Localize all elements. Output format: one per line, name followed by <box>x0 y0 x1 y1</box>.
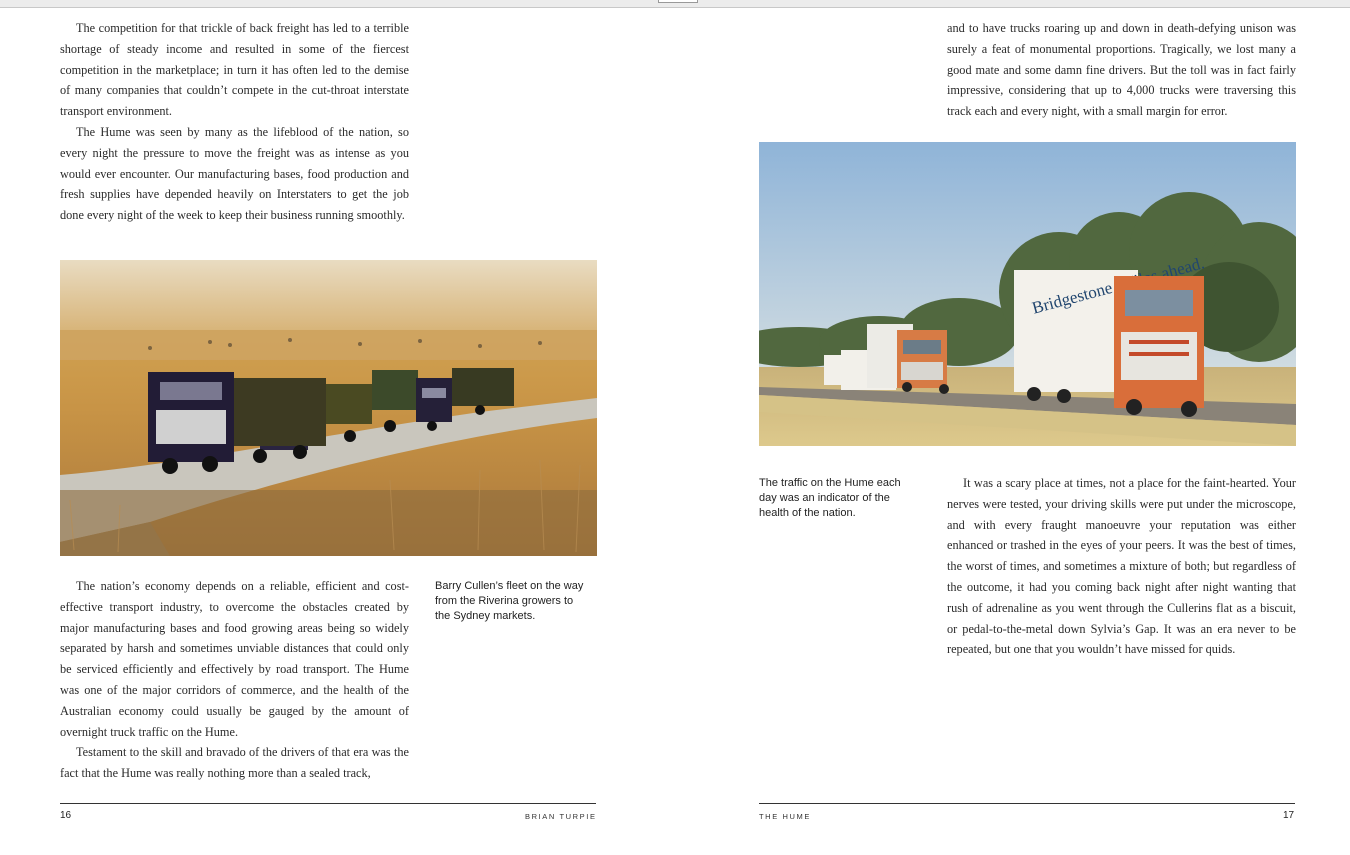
left-top-text <box>60 18 409 226</box>
paragraph: and to have trucks roaring up and down in death-defying unison was surely a feat of monumental proportions. Tragically, we lost many a good mate and some damn fine drivers. But the toll was in fact fairly impressive, considering that up to 4,000 trucks were traversing this track each and every night, with a small margin for error. <box>947 21 1296 119</box>
paragraph: The competition for that trickle of back freight has led to a terrible shortage of steady income and resulted in some of the fiercest competition in the marketplace; in turn it has often led to the demise of many companies that couldn’t compete in the cut-throat interstate transport environment. <box>60 21 409 119</box>
left-page-number: 16 <box>60 810 72 821</box>
paragraph: Testament to the skill and bravado of the drivers of that era was the fact that the Hume was really nothing more than a sealed track, <box>60 745 409 781</box>
right-bottom-text <box>947 473 1296 660</box>
photo-riverina-fleet <box>60 260 597 556</box>
viewer-toolbar <box>0 0 1350 8</box>
right-page-number: 17 <box>1283 810 1295 821</box>
paragraph: The Hume was seen by many as the lifeblood of the nation, so every night the pressure to move the freight was as intense as you would ever encounter. Our manufacturing bases, food production and fresh supplies have depended heavily on Interstaters to get the job done every night of the week to keep their business running smoothly. <box>60 124 409 223</box>
left-photo-caption: Barry Cullen’s fleet on the way from the Riverina growers to the Sydney markets. <box>435 580 584 622</box>
right-photo-caption: The traffic on the Hume each day was an indicator of the health of the nation. <box>759 477 901 519</box>
left-running-head: BRIAN TURPIE <box>525 812 597 821</box>
left-footer-rule <box>60 803 596 804</box>
right-footer-rule <box>759 803 1295 804</box>
page-tab-indicator[interactable] <box>658 0 698 3</box>
left-bottom-text <box>60 576 409 784</box>
paragraph: The nation’s economy depends on a reliable, efficient and cost-effective transport industry, to overcome the obstacles created by major manufacturing bases and food growing areas being so widely separated by harsh and sometimes unviable distances that could only be serviced efficiently and effectively by road transport. The Hume was one of the major corridors of commerce, and the health of the Australian economy could usually be gauged by the amount of overnight truck traffic on the Hume. <box>60 579 409 739</box>
truck-trailer-logo-text: Bridgestone. ahead. <box>1030 253 1207 318</box>
right-running-head: THE HUME <box>759 812 811 821</box>
paragraph: It was a scary place at times, not a place for the faint-hearted. Your nerves were tested, your driving skills were put under the microscope, and with every fraught manoeuvre your reputation was either enhanced or trashed in the eyes of your peers. It was the best of times, the worst of times, and sometimes a mixture of both; but regardless of the outcome, it had you coming back night after night wanting that rush of adrenaline as you went through the Cullerins flat as a biscuit, or pedal-to-the-metal down Sylvia’s Gap. It was an era never to be repeated, but one that you wouldn’t have missed for quids. <box>947 476 1296 657</box>
photo-hume-traffic <box>759 142 1296 446</box>
right-top-text <box>947 18 1296 122</box>
